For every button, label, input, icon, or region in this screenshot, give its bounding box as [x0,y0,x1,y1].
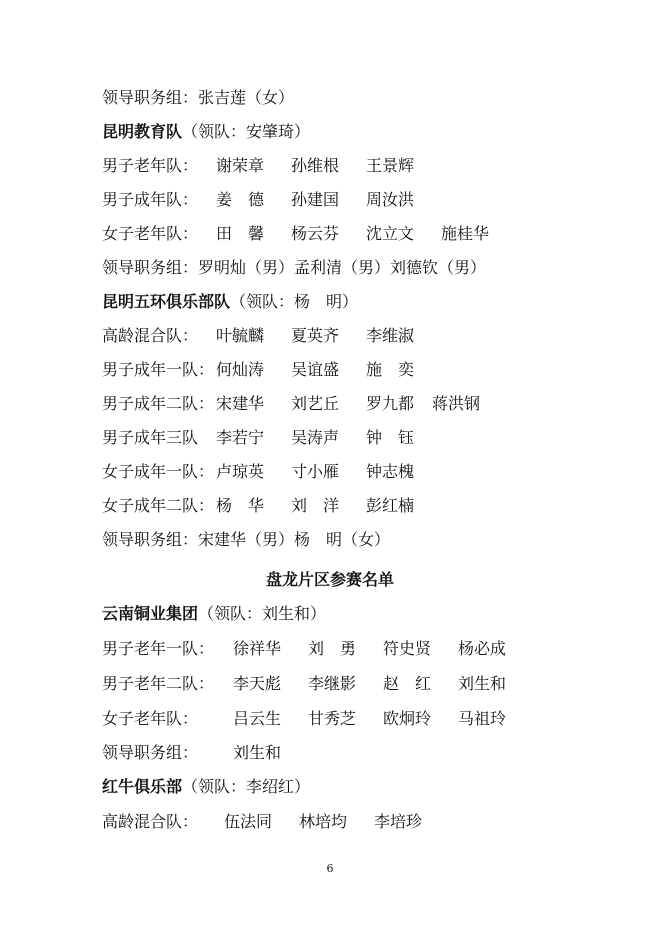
roster-label: 女子成年一队： [102,462,215,481]
team-leader: （领队：刘生和） [198,604,327,623]
leader-group-line: 领导职务组：罗明灿（男）孟利清（男）刘德钦（男） [102,258,487,277]
player-name: 夏英齐 [291,326,340,345]
player-name: 何灿涛 [216,360,265,379]
team-name: 昆明五环俱乐部队 [102,292,231,311]
player-name: 罗九都 [366,394,415,413]
roster-label: 女子老年队： [102,709,199,728]
team-heading-kunming-wuhuan [102,289,358,315]
player-name: 钟志槐 [366,462,415,481]
player-name: 孙维根 [291,156,340,175]
roster-label: 男子老年队： [102,156,199,175]
player-name: 刘 洋 [291,496,340,515]
player-name: 叶毓麟 [216,326,265,345]
player-name: 卢琼英 [216,462,265,481]
roster-line [102,187,415,213]
player-name: 钟 钰 [366,428,415,447]
player-name: 孙建国 [291,190,340,209]
roster-label: 男子老年二队： [102,674,215,693]
team-name: 红牛俱乐部 [102,777,183,796]
player-name: 杨 华 [216,496,265,515]
player-name: 李维淑 [366,326,415,345]
player-name: 李继影 [308,674,357,693]
player-name: 杨必成 [458,639,507,658]
player-name: 符史贤 [383,639,432,658]
roster-label: 领导职务组： [102,743,199,762]
player-name: 刘生和 [458,674,507,693]
player-name: 寸小雁 [291,462,340,481]
team-name: 昆明教育队 [102,122,183,141]
team-leader: （领队：杨 明） [230,292,359,311]
player-name: 李天彪 [233,674,282,693]
player-name: 彭红楠 [366,496,415,515]
player-name: 李若宁 [216,428,265,447]
player-name: 王景辉 [366,156,415,175]
team-heading-red-bull [102,774,310,800]
player-name: 周汝洪 [366,190,415,209]
player-name: 马祖玲 [458,709,507,728]
roster-line [102,323,415,349]
roster-label: 男子成年三队 [102,428,199,447]
player-name: 谢荣章 [216,156,265,175]
page-number: 6 [326,862,334,875]
player-name: 施 奕 [366,360,415,379]
roster-label: 高龄混合队： [102,326,199,345]
roster-label: 女子成年二队： [102,496,215,515]
player-name: 田 馨 [216,224,265,243]
player-name: 吴涛声 [291,428,340,447]
player-name: 吴谊盛 [291,360,340,379]
roster-label: 男子成年队： [102,190,199,209]
roster-line [102,636,507,662]
player-name: 姜 德 [216,190,265,209]
roster-line [102,740,282,766]
player-name: 林培均 [299,812,348,831]
player-name: 蒋洪钢 [432,394,481,413]
roster-line [102,459,415,485]
roster-line [102,809,423,835]
player-name: 刘 勇 [308,639,357,658]
player-name: 刘生和 [233,743,282,762]
roster-label: 男子老年一队： [102,639,215,658]
leader-group-line: 领导职务组：张吉莲（女） [102,88,295,107]
roster-label: 男子成年二队： [102,394,215,413]
roster-label: 女子老年队： [102,224,199,243]
player-name: 杨云芬 [291,224,340,243]
player-name: 伍法同 [224,812,273,831]
player-name: 沈立文 [366,224,415,243]
player-name: 吕云生 [233,709,282,728]
team-leader: （领队：李绍红） [182,777,311,796]
player-name: 刘艺丘 [291,394,340,413]
player-name: 甘秀芝 [308,709,357,728]
roster-line [102,153,415,179]
roster-label: 高龄混合队： [102,812,199,831]
leader-group-line: 领导职务组：宋建华（男）杨 明（女） [102,530,391,549]
roster-line [102,425,415,451]
player-name: 欧炯玲 [383,709,432,728]
player-name: 宋建华 [216,394,265,413]
player-name: 施桂华 [441,224,490,243]
team-leader: （领队：安肇琦） [182,122,311,141]
team-heading-yunnan-copper [102,601,326,627]
roster-line [102,493,415,519]
section-title: 盘龙片区参赛名单 [265,570,394,589]
roster-line [102,671,507,697]
player-name: 徐祥华 [233,639,282,658]
team-name: 云南铜业集团 [102,604,199,623]
player-name: 李培珍 [374,812,423,831]
roster-line [102,391,481,417]
roster-line [102,706,507,732]
roster-label: 男子成年一队： [102,360,215,379]
roster-line [102,221,490,247]
player-name: 赵 红 [383,674,432,693]
team-heading-kunming-education [102,119,310,145]
roster-line [102,357,415,383]
